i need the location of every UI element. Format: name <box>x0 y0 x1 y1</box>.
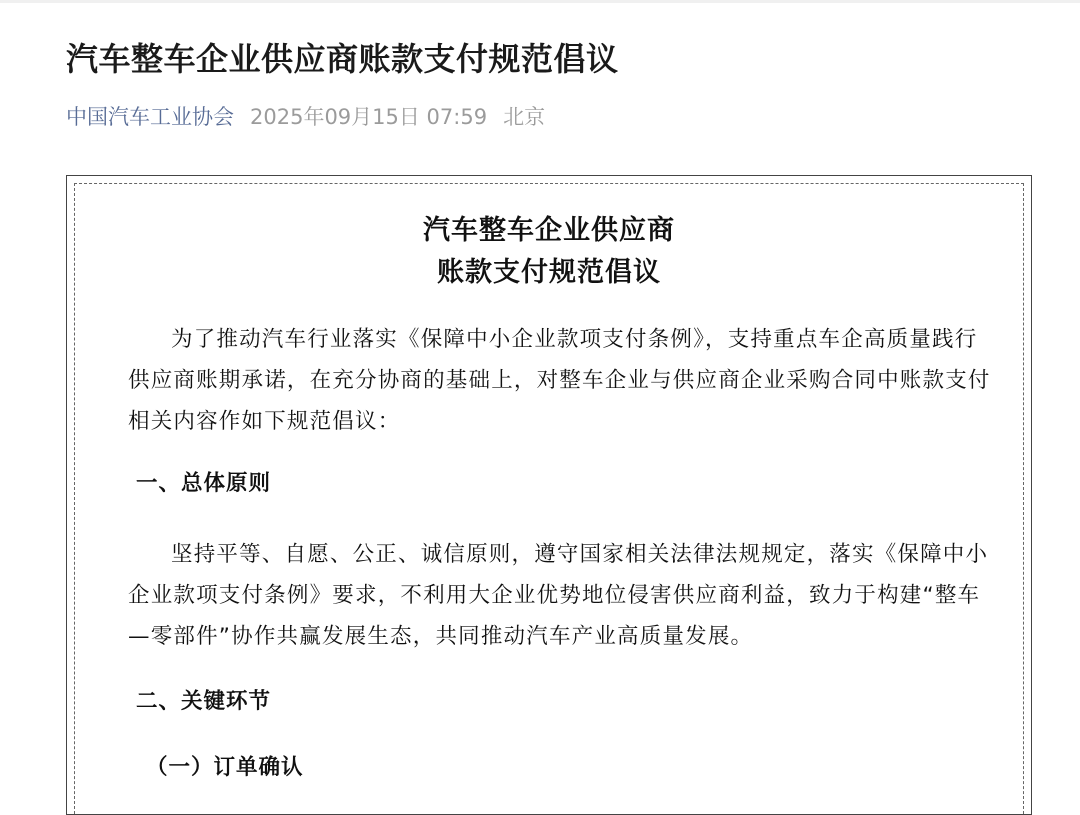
article-meta <box>66 101 545 131</box>
publish-location: 北京 <box>503 105 546 129</box>
publish-datetime: 2025年09月15日 07:59 <box>250 105 488 129</box>
section-1-paragraph: 坚持平等、自愿、公正、诚信原则，遵守国家相关法律法规规定，落实《保障中小企业款项支付条例》要求，不利用大企业优势地位侵害供应商利益，致力于构建“整车—零部件”协作共赢发展生态，共同推动汽车产业高质量发展。 <box>128 542 989 649</box>
top-divider <box>0 0 1080 3</box>
document-title-line-2: 账款支付规范倡议 <box>437 257 661 288</box>
subsection-1-heading: （一）订单确认 <box>146 755 304 780</box>
document-image-frame <box>66 175 1032 815</box>
intro-paragraph: 为了推动汽车行业落实《保障中小企业款项支付条例》，支持重点车企高质量践行供应商账期承诺，在充分协商的基础上，对整车企业与供应商企业采购合同中账款支付相关内容作如下规范倡议： <box>128 327 991 434</box>
author-link[interactable]: 中国汽车工业协会 <box>66 105 234 129</box>
section-1-heading: 一、总体原则 <box>136 471 272 496</box>
document-title-line-1: 汽车整车企业供应商 <box>423 215 675 246</box>
article-title: 汽车整车企业供应商账款支付规范倡议 <box>66 40 619 78</box>
document-dashed-border <box>74 183 1024 814</box>
section-2-heading: 二、关键环节 <box>136 689 272 714</box>
